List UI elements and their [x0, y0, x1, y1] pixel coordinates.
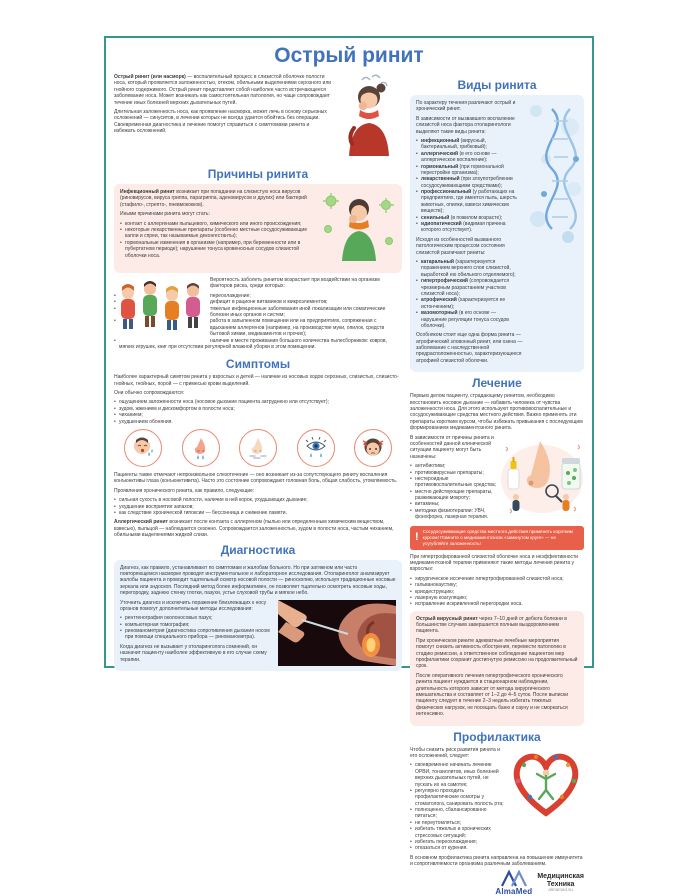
intro-section: [114, 74, 402, 163]
columns: [114, 74, 584, 896]
types-paragraph: Особняком стоит еще одна форма ринита — атрофический зловонный ринит, или озена — заболевание с наследственной предрасположенностью, характеризующееся атрофией слизистой оболочки.: [416, 332, 523, 364]
symptom-icons-row: [114, 428, 402, 468]
list-item: • ухудшение восприятия запахов;: [114, 504, 402, 510]
almamed-logo-mark: [495, 871, 532, 896]
outcome-paragraph: [416, 616, 578, 635]
prevention-paragraph: В основном профилактика ринита направлена на повышение иммунитета и сопротивляемости организма различным заболеваниям.: [410, 854, 583, 868]
treatment-paragraph: Первым делом пациенту, страдающему ринитом, необходимо восстановить носовое дыхание — избавить человека от чувства заложенности носа. Для этого используют противовоспалительные и сосудосуживающие средства местного действия. Важно применять эти препараты коротким курсом, чтобы избежать привыкания с последующим формированием медикаментозного ринита.: [410, 393, 583, 432]
types-list: [416, 138, 523, 234]
causes-list: [120, 221, 396, 259]
types-box: [410, 95, 584, 372]
poster: [104, 36, 594, 896]
list-item: • своевременно начинать лечение ОРВИ, тонзиллитов, иных болезней верхних дыхательных путей, не пускать их на самотек;: [410, 762, 505, 788]
warning-text: Сосудосуживающие средства местного действия применять коротким курсом! Помните о медикаментозном «замкнутом круге» — не усугубляйте заложенность!: [422, 528, 573, 546]
risk-factors-block: [114, 277, 402, 353]
prevention-paragraph: Чтобы снизить риск развития ринита и его осложнений, следует:: [410, 746, 501, 759]
list-item: • риноманометрия (диагностика сопротивления дыхания носом при помощи специального прибора — риноманометра).: [120, 628, 273, 641]
types-paragraph: Исходя из особенностей вызванного патологическим процессом состояния слизистой различают риниты:: [416, 236, 505, 256]
list-item: • тяжелые инфекционные заболевания иной локализации или соматические болезни иных органов и систем;: [114, 306, 402, 319]
right-column: [410, 74, 584, 896]
list-item: • инфекционный (вирусный, бактериальный, грибковый);: [416, 138, 523, 151]
intro-lead: Острый ринит (или насморк): [114, 74, 186, 80]
risk-intro: Вероятность заболеть ринитом возрастает при воздействии на организм факторов риска, среди которых:: [210, 277, 380, 290]
allergic-text: возникает после контакта с аллергеном (пылью или определенным химическим веществом, взвесью), пыльцой — наблюдается сезонно. Сопровождается заложенностью, зудом в полости носа, частым чиханием, обильными выделениями жидкой слизи.: [114, 519, 394, 539]
logo-name: AlmaMed: [495, 886, 533, 896]
list-item: • компьютерная томография;: [120, 622, 273, 628]
intro-paragraph: Длительная заложенность носа, как проявление насморка, может лечь в основу серьезных осложнений — синуситов, в лечении которых не всегда удается обойтись без операции. Своевременная диагностика и лечение помогут справиться с симптомами ринита и избежать осложнений.: [114, 108, 327, 135]
list-item: • зудом, жжением и дискомфортом в полости носа;: [114, 406, 402, 412]
list-item: • криодеструкцию;: [410, 589, 584, 595]
risk-list: [114, 293, 402, 351]
list-item: • местно действующие препараты, разжижающие мокроту;: [410, 489, 497, 502]
treatment-heading: Лечение: [472, 376, 522, 391]
treatment-outcome-box: [410, 611, 584, 726]
list-item: • работа в запыленном помещении или на предприятиях, сопряженная с вдыханием аллергенов (например, на производстве муки, опилок, средств бытовой химии, медикаментов и прочих);: [114, 318, 402, 337]
list-item: • как следствие хронической гипоксии — бессонница и снижение памяти.: [114, 510, 402, 516]
nasal-spray-illustration: [500, 435, 584, 524]
list-item: • отказаться от курения.: [410, 845, 505, 851]
list-item: • контакт с аллергенами пыльцевого, химического или иного происхождения;: [120, 221, 396, 227]
list-item: • антибиотики;: [410, 463, 497, 469]
diagnostics-box: [114, 560, 402, 671]
headache-icon: [354, 429, 392, 467]
list-item: • сенильный (в пожилом возрасте);: [416, 215, 523, 221]
list-item: • избегать переохлаждения;: [410, 839, 505, 845]
list-item: • избегать тяжелых и хронических стрессовых ситуаций;: [410, 826, 505, 839]
diagnostics-paragraph: Уточнить диагноз и исключить поражение близлежащих к носу органов помогут дополнительные методы исследования:: [120, 599, 267, 612]
almamed-m-icon: [500, 871, 528, 887]
types-paragraph: По характеру течения различают острый и хронический ринит.: [416, 100, 516, 113]
outcome-text: через 7–10 дней от дебюта болезни в большинстве случаев завершается полным выздоровлением пациента.: [416, 615, 567, 635]
logo-url: almamed.su: [548, 887, 573, 893]
list-item: • хирургическое иссечение гипертрофированной слизистой носа;: [410, 576, 584, 582]
list-item: • переохлаждение;: [114, 293, 402, 299]
symptoms-paragraph: Они обычно сопровождаются:: [114, 390, 185, 397]
exclamation-icon: !: [415, 531, 419, 544]
list-item: • наличие в месте проживания большого количества пылесборников: ковров, мягких игрушек, книг при отсутствии регулярной влажной уборки в этом помещении.: [114, 338, 402, 351]
list-item: • гальванокаустику;: [410, 582, 584, 588]
symptoms-heading: Симптомы: [225, 357, 291, 372]
sneezing-woman-illustration: [336, 74, 402, 161]
list-item: • атрофический (характеризуется ее истончением);: [416, 297, 523, 310]
list-item: • нестероидные противовоспалительные средства;: [410, 476, 497, 489]
watery-eyes-icon: [297, 429, 335, 467]
list-item: • витамины;: [410, 501, 497, 507]
warning-box: [410, 526, 584, 550]
blocked-nose-icon: [239, 429, 277, 467]
runny-nose-icon: [182, 429, 220, 467]
list-item: • гормональный (при гормональной перестройке организма);: [416, 164, 523, 177]
list-item: • аллергический (в его основе — аллергическое воспаление);: [416, 151, 523, 164]
symptoms-list: [114, 399, 402, 425]
list-item: • некоторые лекарственные препараты (особенно местные сосудосуживающие капли и спреи, так называемые деконгестанты);: [120, 227, 396, 240]
symptoms-paragraph: Пациенты также отмечают непроизвольное слезотечение — оно возникает из-за сопутствующего риниту воспаления конъюнктивы глаза (конъюнктивита). Часто это состояние сопровождают головная боль, общая слабость, утомляемость.: [114, 472, 398, 485]
list-item: • профессиональный (у работающих на предприятиях, где имеется пыль, шерсть животных, опилки, взвеси химических веществ);: [416, 189, 523, 215]
outcome-lead: Острый вирусный ринит: [416, 615, 478, 622]
symptoms-paragraph: Наиболее характерный симптом ринита у взрослых и детей — наличие из носовых ходов серозных, слизистых, слизисто-гнойных, гнойных, порой — с примесью крови выделений.: [114, 374, 399, 387]
list-item: • лазерную коагуляцию;: [410, 595, 584, 601]
outcome-paragraph: При хроническом рините адекватные лечебные мероприятия помогут снизить активность обострения, перевести патологию в стадию ремиссии, а ответственное соблюдение пациентом мер профилактики сохранит достигнутую ремиссию на продолжительный срок.: [416, 637, 578, 670]
types-list: [416, 259, 523, 329]
list-item: • дефицит в рационе витаминов и микроэлементов;: [114, 299, 402, 305]
list-item: • гипертрофический (сопровождается чрезмерным разрастанием участков слизистой носа);: [416, 278, 523, 297]
symptoms-paragraph: Проявления хронического ринита, как правило, следующие:: [114, 487, 255, 494]
causes-paragraph: Иными причинами ринита могут стать:: [120, 211, 210, 218]
healthy-heart-illustration: [508, 747, 584, 855]
almamed-logo: [410, 871, 584, 896]
list-item: • чиханием;: [114, 412, 402, 418]
diagnostics-heading: Диагностика: [220, 542, 296, 557]
list-item: • методики физиотерапии: УВЧ, фонофорез, лазерная терапия.: [410, 508, 497, 521]
list-item: • полноценно, сбалансированно питаться;: [410, 807, 505, 820]
surgery-list: [410, 576, 584, 608]
symptoms-paragraph: [114, 519, 402, 538]
list-item: • идиопатический (видимая причина которого отсутствует).: [416, 221, 523, 234]
treatment-paragraph: При гипертрофированной слизистой оболочке носа и неэффективности медикаментозной терапии применяют такие методы лечения ринита у взрослых:: [410, 553, 579, 573]
list-item: • ощущением заложенности носа (носовое дыхание пациента затруднено или отсутствует);: [114, 399, 402, 405]
list-item: • ухудшением обоняния.: [114, 419, 402, 425]
sneezing-icon: [124, 429, 162, 467]
diagnostics-paragraph: Диагноз, как правило, устанавливают по симптомам и жалобам больного. Но при затяжном или часто повторяющемся насморке проводят инструментальное и лабораторное исследования. Отоларинголог анализирует жалобы пациента и проводит тщательный осмотр носовой полости — риноскопию, используя традиционные носовые зеркала или эндоскоп. Последний метод более информативен, он позволяет тщательно осмотреть носовые ходы, перегородку, заднюю стенку глотки, пазухи, устье слуховой трубы и мягкое небо.: [120, 564, 396, 597]
intro-text: — воспалительный процесс в слизистой оболочке полости носа, который проявляется заложенностью, отеком, обильными выделениями серозного или гнойного содержимого. Острый ринит представляет собой наиболее часто встречающееся заболевание носа. Может возникать как самостоятельная патология, но чаще сопровождает течение иных болезней верхних дыхательных путей.: [114, 74, 332, 106]
page-title: Острый ринит: [274, 44, 424, 67]
prevention-heading: Профилактика: [453, 729, 541, 744]
left-column: [114, 74, 402, 896]
list-item: • сильная сухость в носовой полости, наличие в ней корок, ухудшающих дыхание;: [114, 497, 402, 503]
causes-lead: Инфекционный ринит: [120, 189, 175, 195]
allergic-lead: Аллергический ринит: [114, 519, 168, 526]
causes-box: [114, 184, 402, 273]
outcome-paragraph: После оперативного лечения гипертрофического хронического ринита пациент нуждается в стационарном наблюдении, длительность которого зависит от метода хирургического вмешательства и составляет от 1–2 до 4–5 суток. После выписки пациенту следует в течение 2–3 недель избегать тяжелых физических нагрузок, не посещать баню и сауну и не сморкаться интенсивно.: [416, 672, 568, 718]
list-item: • исправление искривленной перегородки носа.: [410, 601, 584, 607]
diagnostics-list: [120, 615, 273, 641]
diagnostics-paragraph: Когда диагноз не вызывает у отоларинголога сомнений, он назначит пациенту наиболее эффективную в его случае схему терапии.: [120, 643, 267, 663]
list-item: • не переутомляться;: [410, 820, 505, 826]
dna-illustration: [526, 99, 582, 254]
list-item: • гормональные изменения в организме (например, при беременности или в пубертатном периоде); нарушение тонуса кровеносных сосудов слизистой оболочки носа.: [120, 240, 396, 259]
causes-heading: Причины ринита: [207, 167, 309, 181]
nasal-endoscopy-photo: [278, 600, 396, 666]
chronic-symptoms-list: [114, 497, 402, 516]
list-item: • регулярно проходить профилактические осмотры у стоматолога, санировать полость рта;: [410, 788, 505, 807]
list-item: • противовирусные препараты;: [410, 470, 497, 476]
list-item: • лекарственный (при злоупотреблении сосудосуживающими средствами);: [416, 176, 523, 189]
list-item: • рентгенография околоносовых пазух;: [120, 615, 273, 621]
logo-line2: Техника: [546, 880, 575, 888]
logo-line1: Медицинская: [537, 872, 584, 880]
treatment-paragraph: В зависимости от причины ринита и особенностей данной клинической ситуации пациенту могут быть назначены:: [410, 434, 494, 460]
prevention-list: [410, 762, 505, 851]
treatment-list: [410, 463, 497, 521]
types-paragraph: В зависимости от вызвавшего воспаление слизистой носа фактора отоларингологи выделяют такие виды ринита:: [416, 115, 515, 135]
list-item: • вазомоторный (в его основе — нарушение регуляции тонуса сосудов оболочки).: [416, 310, 523, 329]
list-item: • катаральный (характеризуется поражением верхнего слоя слизистой, выработкой ею обильного отделяемого);: [416, 259, 523, 278]
types-heading: Виды ринита: [457, 78, 537, 92]
causes-text: возникает при попадании на слизистую носа вирусов (риновирусов, вируса гриппа, парагриппа, аденовирусов и других) или бактерий (стафило-, стрепто-, пневмококков).: [120, 189, 307, 208]
